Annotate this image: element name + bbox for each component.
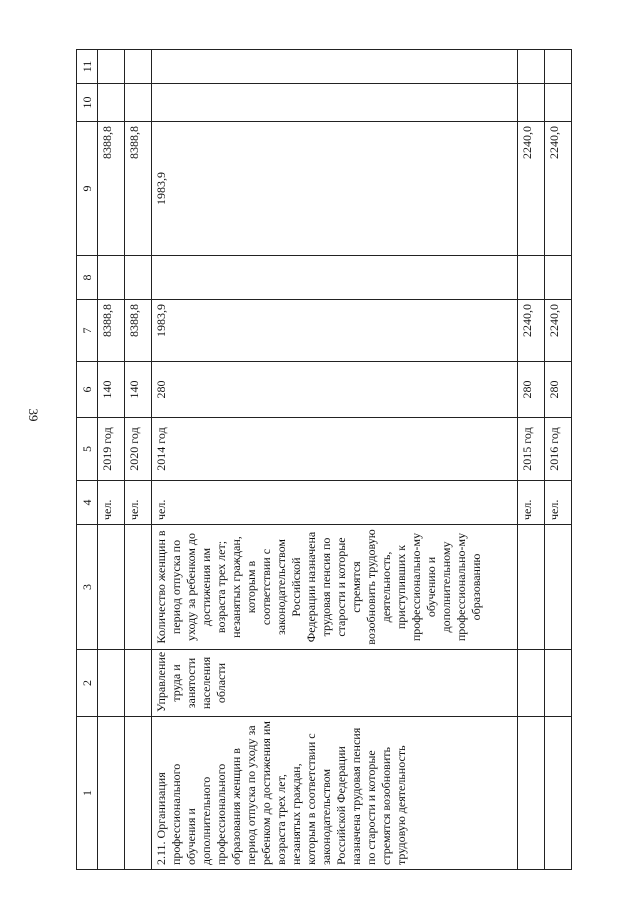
value-cell: 140 — [98, 362, 125, 418]
measure-name-cell: 2.11. Организация профессионального обучения и дополнительного профессионального образования женщин в период отпуска по уходу за ребенком до достижения им возраста трех лет, незанятых граждан, которым в соответствии с законодательством Российской Федерации назначена трудовая пенсия по старости и которые стремятся возобновить трудовую деятельность — [152, 717, 518, 870]
page-number: 39 — [26, 408, 41, 422]
value-cell: 2240,0 — [545, 300, 572, 362]
value-cell: 140 — [125, 362, 152, 418]
unit-cell: чел. — [125, 481, 152, 525]
column-header: 8 — [77, 256, 98, 300]
value-cell — [98, 84, 125, 122]
value-cell — [518, 256, 545, 300]
table-row — [125, 50, 152, 870]
value-cell — [545, 50, 572, 84]
value-cell — [152, 256, 518, 300]
indicator-cell: Количество женщин в период отпуска по уходу за ребенком до достижения им возраста трех лет; незанятых граждан, которым в соответствии с законодательством Российской Федерации назначена трудовая пенсия по старости и которые стремятся возобновить трудовую деятельность, приступивших к профессионально-му обучению и дополнительному профессионально-му образованию — [152, 525, 518, 650]
value-cell — [125, 84, 152, 122]
table-cell — [98, 650, 125, 717]
value-cell — [152, 84, 518, 122]
year-cell: 2020 год — [125, 418, 152, 481]
value-cell: 2240,0 — [518, 300, 545, 362]
value-cell — [98, 50, 125, 84]
column-header: 9 — [77, 122, 98, 256]
value-cell — [545, 84, 572, 122]
table-cell — [518, 717, 545, 870]
value-cell: 1983,9 — [152, 122, 518, 256]
value-cell — [125, 50, 152, 84]
unit-cell: чел. — [98, 481, 125, 525]
value-cell: 280 — [518, 362, 545, 418]
rotated-table-page — [76, 50, 572, 870]
column-number-row — [77, 50, 98, 870]
column-header: 3 — [77, 525, 98, 650]
value-cell: 2240,0 — [518, 122, 545, 256]
table-cell — [125, 525, 152, 650]
table-cell — [98, 525, 125, 650]
value-cell — [98, 256, 125, 300]
column-header: 10 — [77, 84, 98, 122]
value-cell — [545, 256, 572, 300]
value-cell: 8388,8 — [98, 300, 125, 362]
table-cell — [98, 717, 125, 870]
program-table — [76, 49, 572, 870]
table-row — [518, 50, 545, 870]
responsible-cell: Управление труда и занятости населения области — [152, 650, 518, 717]
value-cell: 8388,8 — [125, 300, 152, 362]
value-cell — [125, 256, 152, 300]
unit-cell: чел. — [518, 481, 545, 525]
table-cell — [518, 650, 545, 717]
year-cell: 2015 год — [518, 418, 545, 481]
table-cell — [545, 717, 572, 870]
value-cell: 1983,9 — [152, 300, 518, 362]
table-cell — [545, 650, 572, 717]
table-cell — [545, 525, 572, 650]
table-cell — [518, 525, 545, 650]
table-row — [98, 50, 125, 870]
column-header: 7 — [77, 300, 98, 362]
column-header: 1 — [77, 717, 98, 870]
table-cell — [125, 717, 152, 870]
table-cell — [125, 650, 152, 717]
column-header: 6 — [77, 362, 98, 418]
value-cell: 2240,0 — [545, 122, 572, 256]
column-header: 4 — [77, 481, 98, 525]
unit-cell: чел. — [152, 481, 518, 525]
table-row — [545, 50, 572, 870]
year-cell: 2014 год — [152, 418, 518, 481]
value-cell — [518, 50, 545, 84]
value-cell: 8388,8 — [125, 122, 152, 256]
year-cell: 2016 год — [545, 418, 572, 481]
year-cell: 2019 год — [98, 418, 125, 481]
value-cell: 280 — [545, 362, 572, 418]
unit-cell: чел. — [545, 481, 572, 525]
column-header: 11 — [77, 50, 98, 84]
column-header: 5 — [77, 418, 98, 481]
value-cell — [518, 84, 545, 122]
value-cell: 280 — [152, 362, 518, 418]
table-row — [152, 50, 518, 870]
value-cell: 8388,8 — [98, 122, 125, 256]
column-header: 2 — [77, 650, 98, 717]
value-cell — [152, 50, 518, 84]
